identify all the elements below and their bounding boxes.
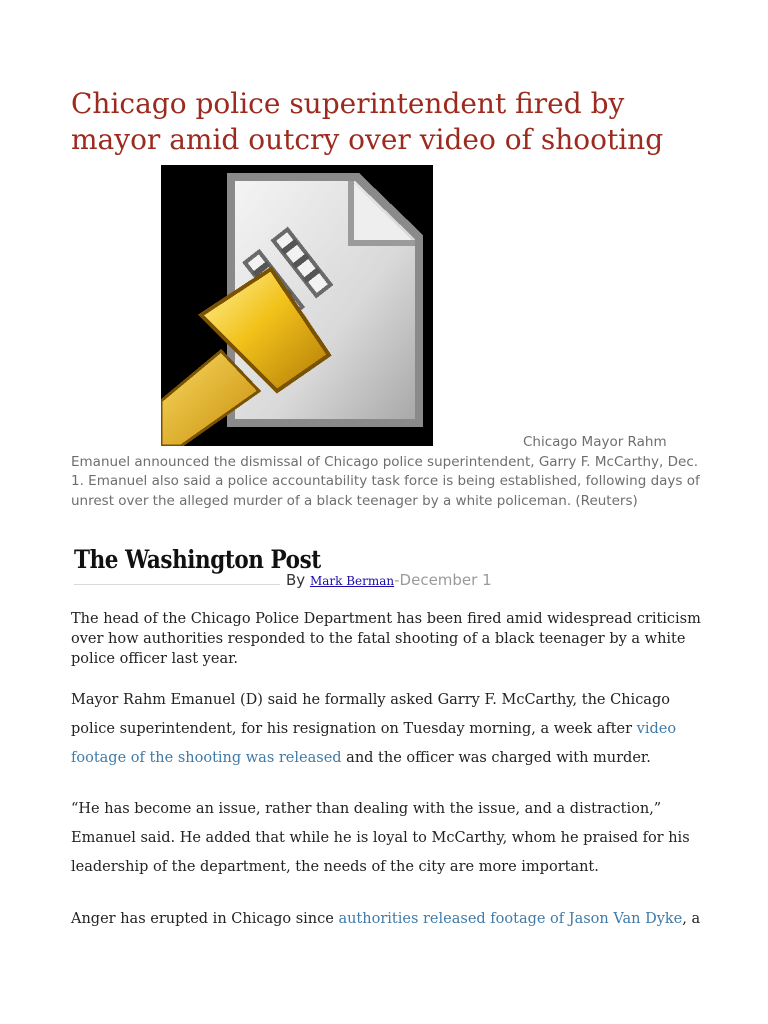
publish-date: December 1 (399, 571, 492, 589)
publication-name: The Washington Post (74, 545, 321, 574)
footage-van-dyke-link[interactable]: authorities released footage of Jason Van Dyke (338, 911, 683, 927)
article-paragraph-2 (71, 686, 701, 773)
paragraph-4-text-start: Anger has erupted in Chicago since (71, 911, 339, 927)
paragraph-2-text-end: and the officer was charged with murder. (341, 750, 651, 766)
paragraph-4-text-end: , a (682, 911, 701, 927)
video-footage-link[interactable]: video footage of the shooting was released (71, 721, 677, 766)
image-caption (71, 433, 701, 511)
article-paragraph-4 (71, 905, 701, 934)
article-paragraph-3: “He has become an issue, rather than dealing with the issue, and a distraction,” Emanuel said. He added that while he is loyal to McCarthy, whom he praised for his leadership of the department, the needs of the city are more important. (71, 801, 690, 875)
article-image (161, 165, 433, 446)
broken-plugin-icon (161, 165, 433, 446)
byline-separator: - (394, 571, 400, 589)
article-paragraph-1: The head of the Chicago Police Department has been fired amid widespread criticism over how authorities responded to the fatal shooting of a black teenager by a white police officer last year. (71, 611, 701, 667)
byline (286, 570, 492, 591)
article-headline: Chicago police superintendent fired by mayor amid outcry over video of shooting (71, 87, 664, 156)
masthead-divider (74, 584, 280, 585)
paragraph-2-text-start: Mayor Rahm Emanuel (D) said he formally asked Garry F. McCarthy, the Chicago police superintendent, for his resignation on Tuesday morning, a week after (71, 692, 670, 737)
image-caption-text: Chicago Mayor Rahm Emanuel announced the dismissal of Chicago police superintendent, Garry F. McCarthy, Dec. 1. Emanuel also said a police accountability task force is being established, following days of unrest over the alleged murder of a black teenager by a white policeman. (Reuters) (71, 434, 700, 509)
byline-prefix: By (286, 571, 310, 589)
author-link[interactable]: Mark Berman (309, 574, 395, 588)
